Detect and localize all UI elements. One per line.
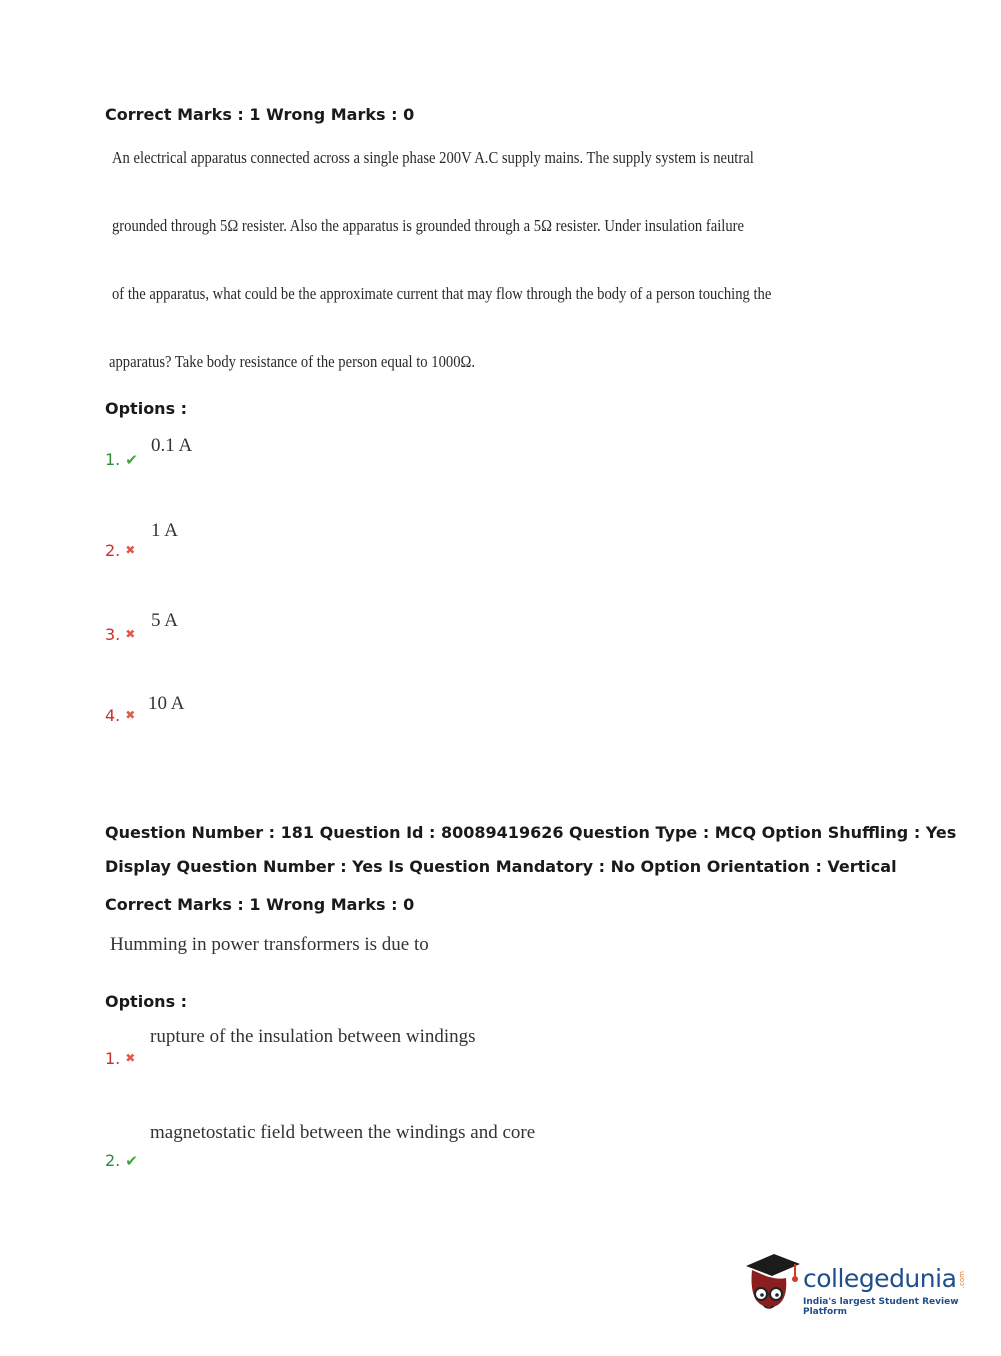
q181-option-1-text: rupture of the insulation between windings (150, 1026, 476, 1047)
cross-icon: ✖ (125, 543, 136, 557)
q181-question: Humming in power transformers is due to (110, 934, 429, 955)
q180-option-4-number: 4. ✖ (105, 706, 136, 725)
cross-icon: ✖ (125, 627, 136, 641)
q180-question-line-4: apparatus? Take body resistance of the person equal to 1000Ω. (109, 352, 476, 371)
q180-option-1-number: 1. ✔ (105, 450, 138, 469)
q181-option-2-text: magnetostatic field between the windings and core (150, 1122, 536, 1143)
q181-option-1-number: 1. ✖ (105, 1049, 136, 1068)
q181-meta-line-2: Display Question Number : Yes Is Question Mandatory : No Option Orientation : Vertical (105, 857, 897, 876)
q180-question-line-3: of the apparatus, what could be the approximate current that may flow through the body of a person touching the (112, 284, 772, 303)
q180-option-3-number: 3. ✖ (105, 625, 136, 644)
q180-question-line-2: grounded through 5Ω resister. Also the apparatus is grounded through a 5Ω resister. Under insulation failure (112, 216, 744, 235)
cross-icon: ✖ (125, 708, 136, 722)
q181-meta-line-1: Question Number : 181 Question Id : 80089419626 Question Type : MCQ Option Shuffling : Yes (105, 823, 957, 842)
q180-option-2-text: 1 A (151, 520, 178, 541)
q180-marks: Correct Marks : 1 Wrong Marks : 0 (105, 105, 415, 124)
collegedunia-mascot-icon (742, 1250, 802, 1316)
logo-tagline: India's largest Student Review Platform (803, 1297, 959, 1317)
q180-option-3-text: 5 A (151, 610, 178, 631)
check-icon: ✔ (125, 451, 138, 469)
q180-options-label: Options : (105, 399, 188, 418)
q180-option-1-text: 0.1 A (151, 435, 193, 456)
logo-com-suffix: .com (958, 1271, 966, 1289)
q181-option-2-number: 2. ✔ (105, 1151, 138, 1170)
q180-option-4-text: 10 A (148, 693, 185, 714)
check-icon: ✔ (125, 1152, 138, 1170)
q181-options-label: Options : (105, 992, 188, 1011)
q180-option-2-number: 2. ✖ (105, 541, 136, 560)
q180-question-line-1: An electrical apparatus connected across a single phase 200V A.C supply mains. The supply system is neutral (112, 148, 754, 167)
logo-wordmark: collegedunia (803, 1264, 957, 1293)
q181-marks: Correct Marks : 1 Wrong Marks : 0 (105, 895, 415, 914)
cross-icon: ✖ (125, 1051, 136, 1065)
